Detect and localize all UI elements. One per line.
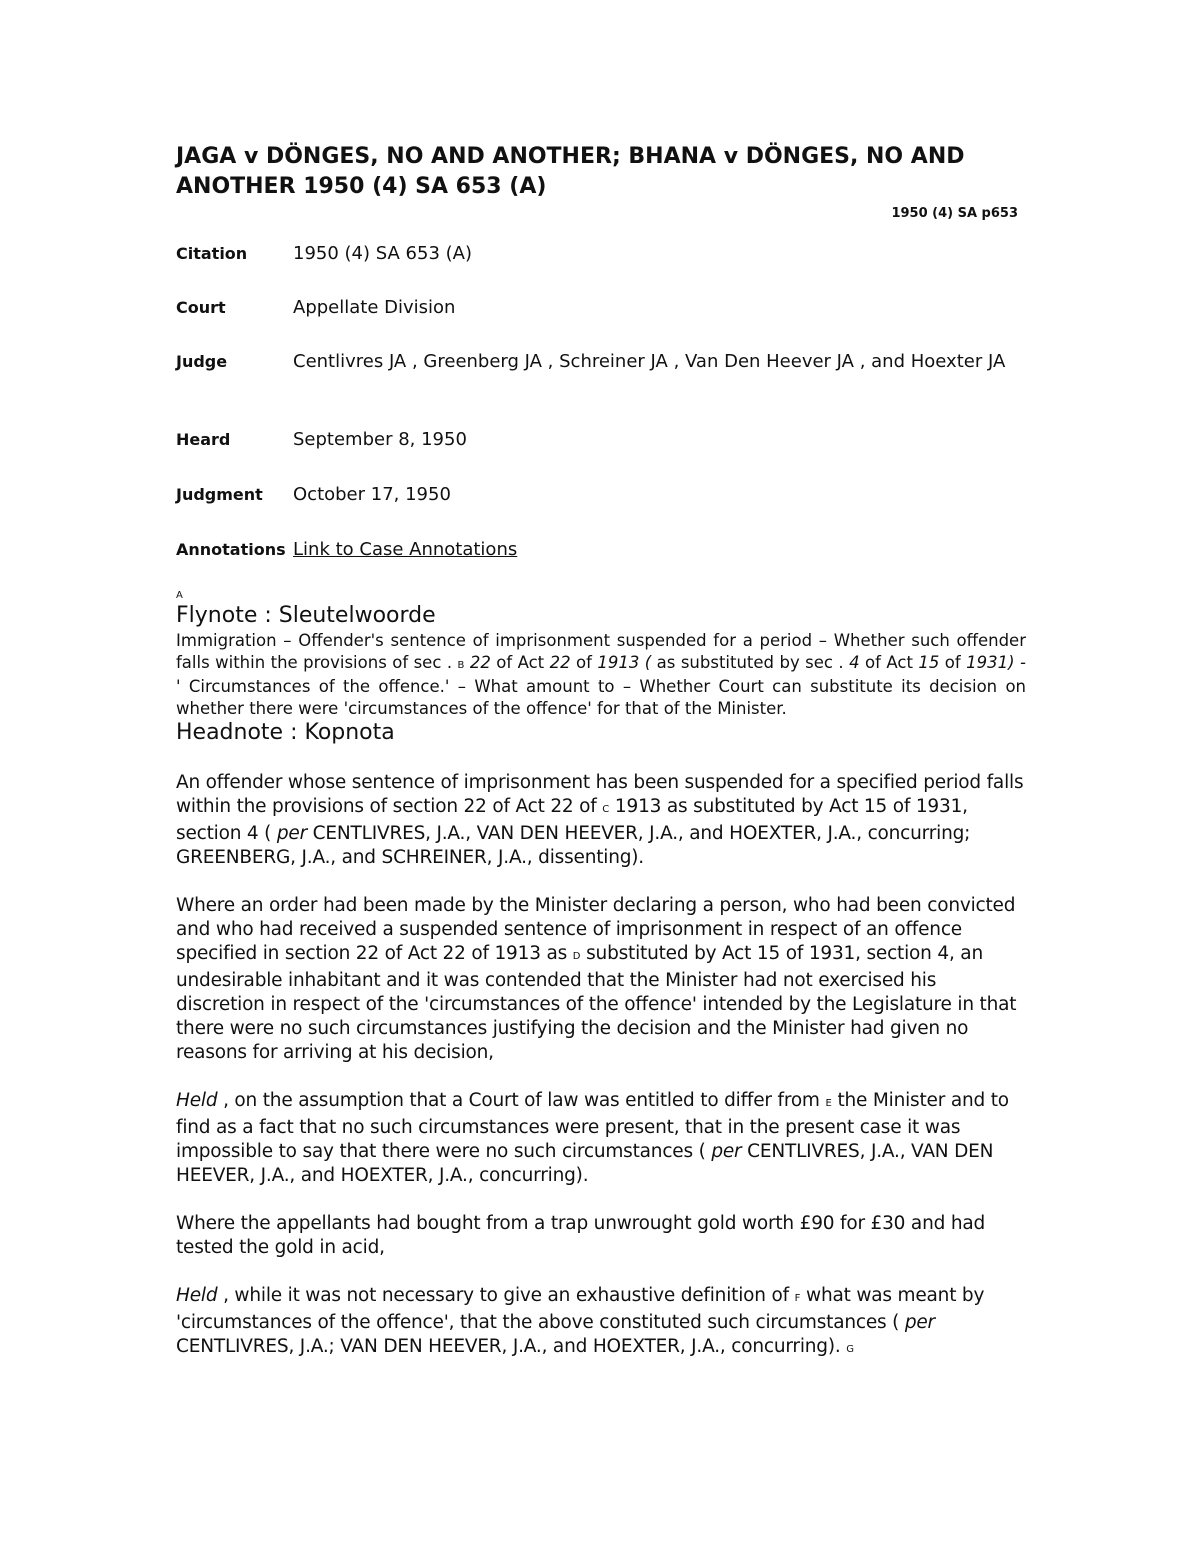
flynote-part: as substituted by sec .: [651, 652, 850, 672]
flynote-part: of: [939, 652, 967, 672]
headnote-part: Held: [176, 1090, 218, 1111]
headnote-part: CENTLIVRES, J.A.; VAN DEN HEEVER, J.A., and HOEXTER, J.A., concurring).: [176, 1336, 847, 1357]
document-page: [176, 142, 1026, 1362]
page-reference: 1950 (4) SA p653: [891, 206, 1018, 221]
citation-value: 1950 (4) SA 653 (A): [293, 243, 472, 264]
citation-label: Citation: [176, 244, 248, 263]
heard-row: [176, 428, 1026, 483]
margin-marker-g: G: [846, 1344, 854, 1355]
judgment-label: Judgment: [176, 485, 263, 504]
flynote-part: of Act: [490, 652, 550, 672]
margin-marker-d: D: [572, 951, 581, 962]
headnote-part: per: [276, 823, 307, 844]
headnote-part: substituted by Act 15 of 1931, section 4, an undesirable inhabitant and it was contended that the Minister had not exercised his discretion in respect of the 'circumstances of the offence' intended by the Legislature in that there were no such circumstances justifying the decision and the Minister had given no reasons for arriving at his decision,: [176, 943, 1017, 1063]
heard-label: Heard: [176, 430, 231, 449]
margin-marker-c: C: [602, 804, 610, 815]
headnote-part: CENTLIVRES, J.A., VAN DEN HEEVER, J.A., and HOEXTER, J.A., concurring).: [176, 1141, 994, 1186]
headnote-part: , while it was not necessary to give an exhaustive definition of: [217, 1285, 795, 1306]
headnote-part: CENTLIVRES, J.A., VAN DEN HEEVER, J.A., and HOEXTER, J.A., concurring; GREENBERG, J.A., and SCHREINER, J.A., dissenting).: [176, 823, 971, 868]
headnote-part: 1913 as substituted by Act 15 of 1931, section 4 (: [176, 796, 968, 844]
judge-value: Centlivres JA , Greenberg JA , Schreiner JA , Van Den Heever JA , and Hoexter JA: [293, 351, 1006, 372]
flynote-part: 4: [849, 652, 860, 672]
court-value: Appellate Division: [293, 297, 456, 318]
headnote-paragraph-4: Where the appellants had bought from a trap unwrought gold worth £90 for £30 and had tested the gold in acid,: [176, 1213, 986, 1258]
headnote-part: what was meant by 'circumstances of the offence', that the above constituted such circumstances (: [176, 1285, 985, 1333]
case-title: JAGA v DÖNGES, NO AND ANOTHER; BHANA v DÖNGES, NO AND ANOTHER 1950 (4) SA 653 (A): [176, 144, 965, 199]
flynote-part: 22: [549, 652, 571, 672]
flynote-text: [176, 630, 1026, 719]
margin-marker-a: A: [176, 590, 183, 601]
case-metadata: [176, 242, 1026, 578]
court-row: [176, 296, 1026, 350]
flynote-part: of Act: [859, 652, 919, 672]
margin-marker-e: E: [825, 1098, 832, 1109]
headnote-paragraph-2: [176, 894, 1026, 1065]
flynote-part: 1931) -: [966, 652, 1026, 672]
headnote-part: An offender whose sentence of imprisonment has been suspended for a specified period falls within the provisions of section 22 of Act 22 of: [176, 772, 1024, 817]
headnote-heading: Headnote : Kopnota: [176, 720, 395, 745]
flynote-part: 1913 (: [597, 652, 652, 672]
headnote-part: per: [711, 1141, 742, 1162]
flynote-part: of: [570, 652, 598, 672]
margin-marker-b: B: [457, 659, 465, 671]
court-label: Court: [176, 298, 226, 317]
case-annotations-link[interactable]: Link to Case Annotations: [293, 539, 518, 560]
headnote-part: Held: [176, 1285, 218, 1306]
margin-marker-f: F: [794, 1293, 801, 1304]
judgment-value: October 17, 1950: [293, 484, 451, 505]
flynote-part: ' Circumstances of the offence.' – What amount to – Whether Court can substitute its decision on whether there were 'circumstances of the offence' for that of the Minister.: [176, 677, 1026, 718]
headnote-paragraph-1: [176, 771, 1026, 870]
judge-row: [176, 350, 1026, 428]
flynote-heading: Flynote : Sleutelwoorde: [176, 603, 436, 628]
judge-label: Judge: [176, 352, 228, 371]
flynote-part: 15: [918, 652, 940, 672]
annotations-label: Annotations: [176, 540, 286, 559]
heard-value: September 8, 1950: [293, 429, 467, 450]
headnote-part: per: [904, 1312, 935, 1333]
headnote-paragraph-5: [176, 1284, 1026, 1362]
annotations-row: [176, 538, 1026, 578]
headnote-paragraph-3: [176, 1089, 1026, 1188]
headnote-part: the Minister and to find as a fact that no such circumstances were present, that in the present case it was impossible to say that there were no such circumstances (: [176, 1090, 1009, 1162]
flynote-part: 22: [464, 652, 491, 672]
citation-row: [176, 242, 1026, 296]
headnote-part: Where an order had been made by the Minister declaring a person, who had been convicted and who had received a suspended sentence of imprisonment in respect of an offence specified in section 22 of Act 22 of 1913 as: [176, 895, 1016, 964]
flynote-part: Immigration – Offender's sentence of imprisonment suspended for a period – Whether such offender falls within the provisions of sec .: [176, 631, 1026, 672]
judgment-row: [176, 483, 1026, 538]
headnote-part: , on the assumption that a Court of law was entitled to differ from: [217, 1090, 826, 1111]
